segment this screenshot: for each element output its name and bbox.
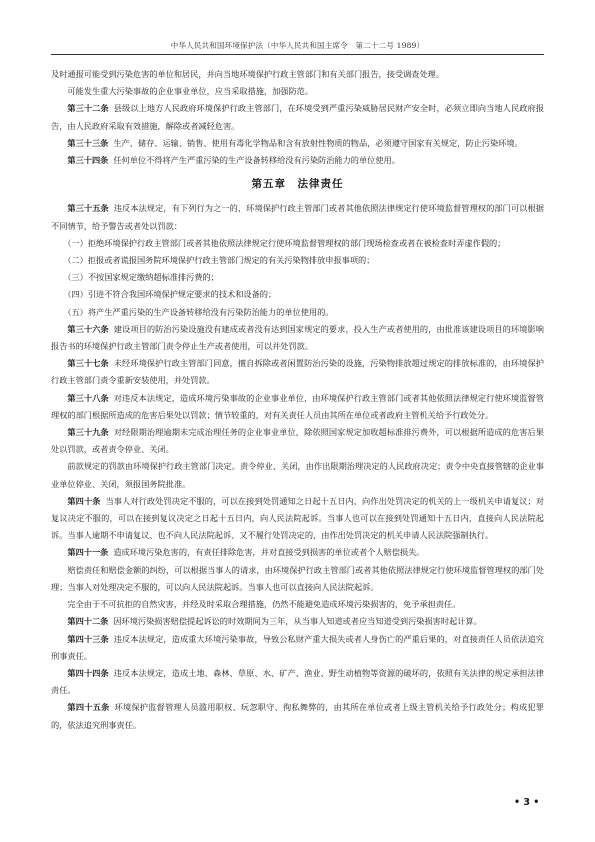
- paragraph: [51, 304, 544, 321]
- chapter-title: 第五章 法律责任: [251, 178, 344, 191]
- article-text: （一）拒绝环境保护行政主管部门或者其他依照法律规定行使环境监督管理权的部门现场检查或者在被检查时弄虚作假的；: [63, 237, 506, 248]
- article-number: 第三十七条: [67, 358, 109, 369]
- article-number: 第四十三条: [67, 633, 109, 644]
- article-number: 第四十二条: [67, 616, 109, 627]
- article-paragraph: [51, 493, 544, 545]
- article-text: 违反本法规定，造成土地、森林、草原、水、矿产、渔业、野生动植物等资源的破坏的，依照有关法律的规定承担法律责任。: [51, 667, 544, 696]
- article-text: 赔偿责任和赔偿金额的纠纷，可以根据当事人的请求，由环境保护行政主管部门或者其他依照法律规定行使环境监督管理权的部门处理；当事人对处理决定不服的，可以向人民法院起诉。当事人也可以直接向人民法院起诉。: [51, 564, 544, 592]
- running-header: 中华人民共和国环境保护法（中华人民共和国主席令 第二十二号 1989）: [170, 41, 425, 50]
- article-number: 第四十条: [67, 495, 101, 506]
- header-divider: [51, 54, 544, 55]
- article-number: 第三十六条: [67, 323, 109, 334]
- article-paragraph: [51, 699, 544, 733]
- article-text: 任何单位不得将产生严重污染的生产设备转移给没有污染防治能力的单位使用。: [113, 155, 400, 166]
- article-text: 未经环境保护行政主管部门同意，擅自拆除或者闲置防治污染的设施，污染物排放超过规定的排放标准的，由环境保护行政主管部门责令重新安装使用，并处罚款。: [51, 358, 544, 386]
- article-text: （四）引进不符合我国环境保护规定要求的技术和设备的；: [63, 289, 277, 300]
- article-text: 因环境污染损害赔偿提起诉讼的时效期间为三年，从当事人知道或者应当知道受到污染损害时起计算。: [113, 616, 482, 627]
- article-text: （五）将产生严重污染的生产设备转移给没有污染防治能力的单位使用的。: [63, 306, 334, 317]
- paragraph: [51, 235, 544, 252]
- article-paragraph: [51, 100, 544, 134]
- paragraph: [51, 252, 544, 269]
- article-text: 对违反本法规定，造成环境污染事故的企业事业单位，由环境保护行政主管部门或者其他依照法律规定行使环境监督管理权的部门根据所造成的危害后果处以罚款；情节较重的，对有关责任人员由其所在单位或者政府主管机关给予行政处分。: [51, 392, 544, 420]
- article-text: 完全由于不可抗拒的自然灾害，并经及时采取合理措施，仍然不能避免造成环境污染损害的，免予承担责任。: [67, 599, 461, 610]
- article-number: 第三十四条: [67, 155, 109, 166]
- article-text: （二）拒报或者谎报国务院环境保护行政主管部门规定的有关污染物排放申报事项的；: [63, 255, 375, 266]
- article-paragraph: [51, 544, 544, 561]
- article-text: 建设项目的防治污染设施没有建成或者没有达到国家规定的要求，投入生产或者使用的，由批准该建设项目的环境影响报告书的环境保护行政主管部门责令停止生产或者使用，可以并处罚款。: [51, 323, 544, 352]
- article-text: 及时通报可能受到污染危害的单位和居民，并向当地环境保护行政主管部门和有关部门报告，接受调查处理。: [51, 69, 445, 79]
- paragraph: [51, 269, 544, 286]
- article-number: 第三十八条: [67, 392, 109, 403]
- paragraph: [51, 458, 544, 492]
- paragraph: [51, 562, 544, 596]
- article-text: 违反本法规定，造成重大环境污染事故，导致公私财产重大损失或者人身伤亡的严重后果的，对直接责任人员依法追究刑事责任。: [51, 633, 544, 661]
- article-number: 第三十五条: [67, 203, 109, 214]
- article-number: 第四十五条: [67, 702, 110, 713]
- article-paragraph: [51, 613, 544, 630]
- article-text: 可能发生重大污染事故的企业事业单位，应当采取措施，加强防范。: [67, 86, 314, 97]
- article-text: 环境保护监督管理人员滥用职权、玩忽职守、徇私舞弊的，由其所在单位或者上级主管机关给予行政处分；构成犯罪的，依法追究刑事责任。: [51, 702, 544, 730]
- article-block-chapter5: [51, 200, 544, 733]
- document-body: [51, 66, 544, 734]
- paragraph: [51, 596, 544, 613]
- article-paragraph: [51, 424, 544, 458]
- article-text: 当事人对行政处罚决定不服的，可以在接到处罚通知之日起十五日内，向作出处罚决定的机关的上一级机关申请复议；对复议决定不服的，可以在接到复议决定之日起十五日内，向人民法院起诉。当事人也可以在接到处罚通知十五日内，直接向人民法院起诉。当事人逾期不申请复议、也不向人民法院起诉、又不履行处罚决定的，由作出处罚决定的机关申请人民法院强制执行。: [51, 495, 544, 541]
- article-text: 违反本法规定，有下列行为之一的，环境保护行政主管部门或者其他依照法律规定行使环境监督管理权的部门可以根据不同情节，给予警告或者处以罚款：: [51, 203, 544, 231]
- article-number: 第三十三条: [67, 137, 109, 148]
- article-text: 对经限期治理逾期未完成治理任务的企业事业单位，除依照国家规定加收超标准排污费外，可以根据所造成的危害后果处以罚款，或者责令停业、关闭。: [51, 427, 544, 455]
- article-block-chapter4: [51, 66, 544, 169]
- article-number: 第三十二条: [67, 103, 109, 114]
- article-text: 县级以上地方人民政府环境保护行政主管部门，在环境受到严重污染威胁居民财产安全时，必须立即向当地人民政府报告，由人民政府采取有效措施，解除或者减轻危害。: [51, 103, 544, 131]
- paragraph: [51, 286, 544, 303]
- article-number: 第四十一条: [67, 547, 109, 558]
- article-text: （三）不按国家规定缴纳超标准排污费的；: [63, 272, 219, 283]
- article-number: 第四十四条: [67, 667, 109, 678]
- article-paragraph: [51, 321, 544, 355]
- paragraph: [51, 83, 544, 100]
- article-number: 第三十九条: [67, 427, 109, 438]
- page-number: • 3 •: [514, 797, 540, 808]
- article-text: 生产、储存、运输、销售、使用有毒化学物品和含有放射性物质的物品，必须遵守国家有关规定，防止污染环境。: [113, 137, 523, 148]
- article-text: 造成环境污染危害的，有责任排除危害，并对直接受到损害的单位或者个人赔偿损失。: [113, 547, 425, 558]
- article-paragraph: [51, 135, 544, 152]
- paragraph: [51, 66, 544, 83]
- article-paragraph: [51, 200, 544, 234]
- article-paragraph: [51, 390, 544, 424]
- article-text: 前款规定的罚款由环境保护行政主管部门决定。责令停业、关闭，由作出限期治理决定的人民政府决定；责令中央直接管辖的企业事业单位停业、关闭，须报国务院批准。: [51, 461, 544, 489]
- article-paragraph: [51, 355, 544, 389]
- article-paragraph: [51, 631, 544, 665]
- article-paragraph: [51, 152, 544, 169]
- article-paragraph: [51, 665, 544, 699]
